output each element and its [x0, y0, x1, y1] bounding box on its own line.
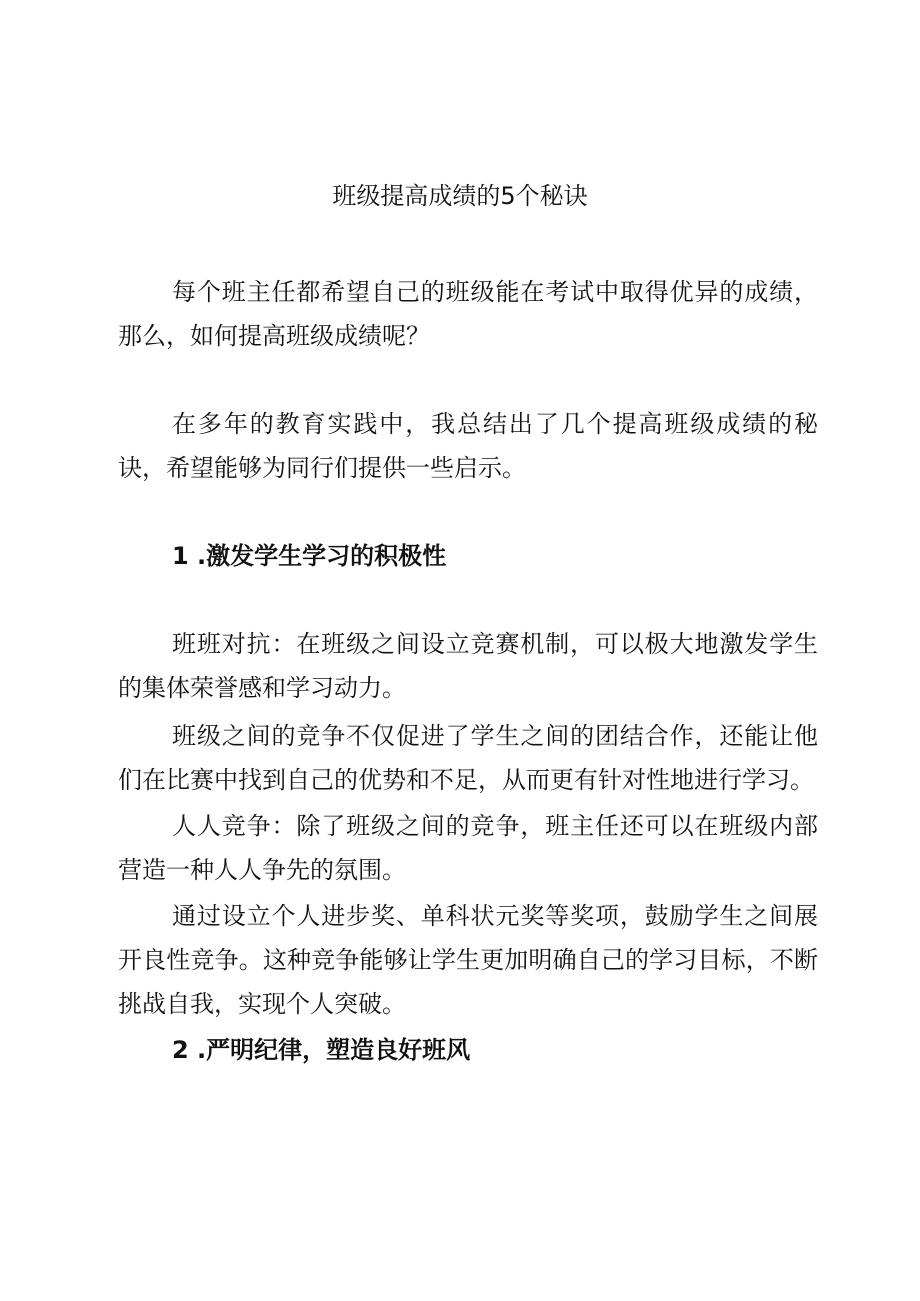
paragraph-class-competition-benefit: 班级之间的竞争不仅促进了学生之间的团结合作，还能让他们在比赛中找到自己的优势和不足，从而更有针对性地进行学习。 — [118, 722, 818, 794]
paragraph-individual-competition: 人人竞争：除了班级之间的竞争，班主任还可以在班级内部营造一种人人争先的氛围。 — [118, 812, 818, 884]
section-heading-1: 1 .激发学生学习的积极性 — [172, 542, 447, 570]
document-title: 班级提高成绩的5个秘诀 — [332, 182, 588, 210]
paragraph-awards: 通过设立个人进步奖、单科状元奖等奖项，鼓励学生之间展开良性竞争。这种竞争能够让学生更加明确自己的学习目标，不断挑战自我，实现个人突破。 — [118, 902, 818, 1018]
paragraph-experience: 在多年的教育实践中，我总结出了几个提高班级成绩的秘诀，希望能够为同行们提供一些启示。 — [118, 410, 818, 482]
paragraph-intro: 每个班主任都希望自己的班级能在考试中取得优异的成绩，那么，如何提高班级成绩呢？ — [118, 278, 818, 350]
section-heading-2: 2 .严明纪律，塑造良好班风 — [172, 1036, 471, 1064]
paragraph-class-competition: 班班对抗：在班级之间设立竞赛机制，可以极大地激发学生的集体荣誉感和学习动力。 — [118, 630, 818, 702]
